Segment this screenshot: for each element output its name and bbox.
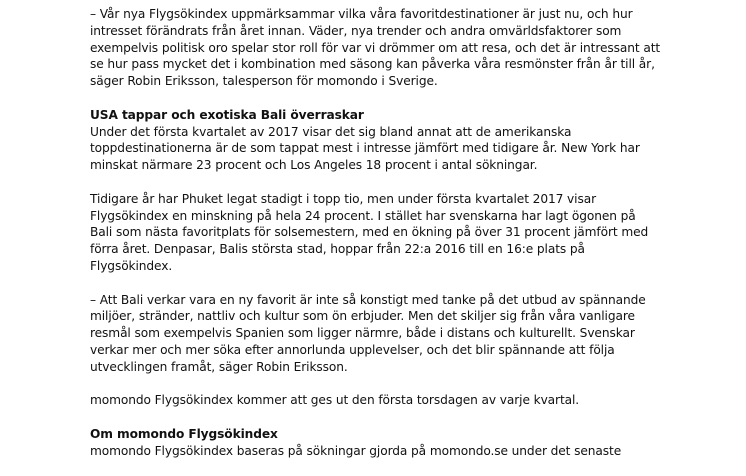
- text-line: verkar mer och mer söka efter annorlunda upplevelser, och det blir spännande att följa: [90, 342, 615, 357]
- text-line: utvecklingen framåt, säger Robin Eriksson.: [90, 359, 348, 374]
- text-line: – Vår nya Flygsökindex uppmärksammar vilka våra favoritdestinationer är just nu, och hur: [90, 7, 633, 21]
- text-line: Flygsökindex en minskning på hela 24 procent. I stället har svenskarna har lagt ögonen på: [90, 208, 636, 223]
- text-line: säger Robin Eriksson, talesperson för momondo i Sverige.: [90, 74, 438, 89]
- text-line: miljöer, stränder, nattliv och kultur som ön erbjuder. Men det skiljer sig från våra vanligare: [90, 309, 635, 324]
- text-line: momondo Flygsökindex baseras på sökningar gjorda på momondo.se under det senaste: [90, 443, 622, 458]
- text-line: Under det första kvartalet av 2017 visar det sig bland annat att de amerikanska: [90, 124, 572, 139]
- text-line: se hur pass mycket det i kombination med säsong kan påverka våra resmönster från år till år,: [90, 57, 655, 72]
- quote-paragraph-trends: [90, 6, 661, 90]
- paragraph-phuket-bali: [90, 191, 650, 275]
- section-heading-about-index: Om momondo Flygsökindex: [90, 426, 278, 441]
- text-line: minskat närmare 23 procent och Los Angeles 18 procent i antal sökningar.: [90, 158, 538, 173]
- text-line: Bali som nästa favoritplats för solsemestern, med en ökning på över 31 procent jämfört med: [90, 225, 649, 240]
- text-line: intresset förändrats från året innan. Väder, nya trender och andra omvärldsfaktorer som: [90, 23, 622, 38]
- section-heading-usa-bali: USA tappar och exotiska Bali överraskar: [90, 107, 364, 122]
- section-usa-bali: [90, 107, 650, 174]
- paragraph-publication-schedule: [90, 392, 650, 409]
- text-line: Tidigare år har Phuket legat stadigt i topp tio, men under första kvartalet 2017 visar: [90, 191, 596, 206]
- text-line: toppdestinationerna är de som tappat mest i intresse jämfört med tidigare år. New York har: [90, 141, 640, 156]
- text-line: – Att Bali verkar vara en ny favorit är inte så konstigt med tanke på det utbud av spännande: [90, 292, 646, 307]
- text-line: Flygsökindex.: [90, 258, 173, 273]
- text-line: förra året. Denpasar, Balis största stad, hoppar från 22:a 2016 till en 16:e plats på: [90, 242, 585, 257]
- paragraph-usa-decline: [90, 124, 650, 174]
- text-line: momondo Flygsökindex kommer att ges ut den första torsdagen av varje kvartal.: [90, 393, 580, 408]
- document-body: [90, 6, 661, 476]
- text-line: resmål som exempelvis Spanien som ligger närmre, både i distans och kulturellt. Svenskar: [90, 326, 635, 341]
- text-line: exempelvis politisk oro spelar stor roll för var vi drömmer om att resa, och det är intressant att: [90, 40, 661, 55]
- section-about-index: [90, 426, 650, 460]
- quote-paragraph-bali: [90, 292, 650, 376]
- paragraph-about-index: [90, 443, 650, 460]
